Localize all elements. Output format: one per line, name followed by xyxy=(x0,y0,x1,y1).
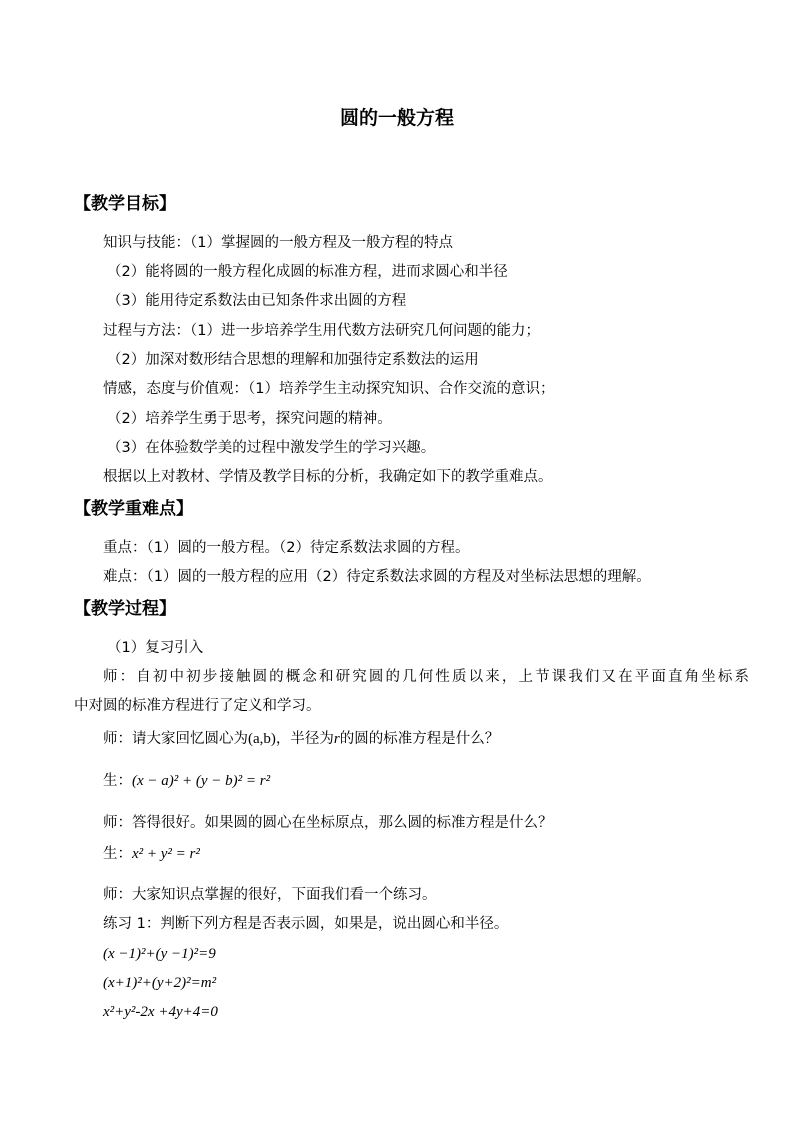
exercise-prompt: 练习 1：判断下列方程是否表示圆，如果是，说出圆心和半径。 xyxy=(103,916,509,932)
key-point-line: 重点：（1）圆的一般方程。（2）待定系数法求圆的方程。 xyxy=(103,540,470,556)
answer-prefix: 生： xyxy=(103,846,132,862)
question-text: 师：请大家回忆圆心为 xyxy=(103,731,248,747)
goals-heading: 【教学目标】 xyxy=(74,194,176,214)
question-text: ，半径为 xyxy=(275,731,334,747)
origin-circle-equation: x² + y² = r² xyxy=(132,846,200,862)
center-point: (a,b) xyxy=(248,731,276,747)
goal-line: （2）加深对数形结合思想的理解和加强待定系数法的运用 xyxy=(107,352,479,368)
teacher-remark: 师：大家知识点掌握的很好，下面我们看一个练习。 xyxy=(103,887,437,903)
teacher-question: 师：答得很好。如果圆的圆心在坐标原点，那么圆的标准方程是什么？ xyxy=(103,815,553,831)
goal-line: （2）培养学生勇于思考，探究问题的精神。 xyxy=(107,411,392,427)
answer-prefix: 生： xyxy=(103,773,132,789)
goal-line: 情感，态度与价值观：（1）培养学生主动探究知识、合作交流的意识； xyxy=(103,381,555,397)
goal-line: 过程与方法：（1）进一步培养学生用代数方法研究几何问题的能力； xyxy=(103,323,540,339)
goal-line: （3）能用待定系数法由已知条件求出圆的方程 xyxy=(107,293,407,309)
radius-symbol: r xyxy=(333,731,340,747)
difficult-point-line: 难点：（1）圆的一般方程的应用（2）待定系数法求圆的方程及对坐标法思想的理解。 xyxy=(103,569,651,585)
student-answer xyxy=(103,771,270,791)
student-answer xyxy=(103,844,200,864)
difficulty-heading: 【教学重难点】 xyxy=(74,499,193,519)
teacher-paragraph-line: 中对圆的标准方程进行了定义和学习。 xyxy=(74,698,321,714)
standard-equation: (x − a)² + (y − b)² = r² xyxy=(132,773,271,789)
exercise-equation: (x+1)²+(y+2)²=m² xyxy=(103,975,217,991)
goal-line: 根据以上对教材、学情及教学目标的分析，我确定如下的教学重难点。 xyxy=(103,469,553,485)
process-heading: 【教学过程】 xyxy=(74,599,176,619)
question-text: 的圆的标准方程是什么？ xyxy=(339,731,500,747)
goal-line: （3）在体验数学美的过程中激发学生的学习兴趣。 xyxy=(107,440,436,456)
document-title: 圆的一般方程 xyxy=(339,107,454,129)
step-label: （1）复习引入 xyxy=(107,640,204,656)
exercise-equation: x²+y²-2x +4y+4=0 xyxy=(103,1004,218,1020)
goal-line: 知识与技能：（1）掌握圆的一般方程及一般方程的特点 xyxy=(103,235,453,251)
teacher-question xyxy=(103,729,499,749)
teacher-paragraph-line: 师：自初中初步接触圆的概念和研究圆的几何性质以来，上节课我们又在平面直角坐标系 xyxy=(103,669,749,685)
exercise-equation: (x −1)²+(y −1)²=9 xyxy=(103,946,216,962)
goal-line: （2）能将圆的一般方程化成圆的标准方程，进而求圆心和半径 xyxy=(107,264,508,280)
